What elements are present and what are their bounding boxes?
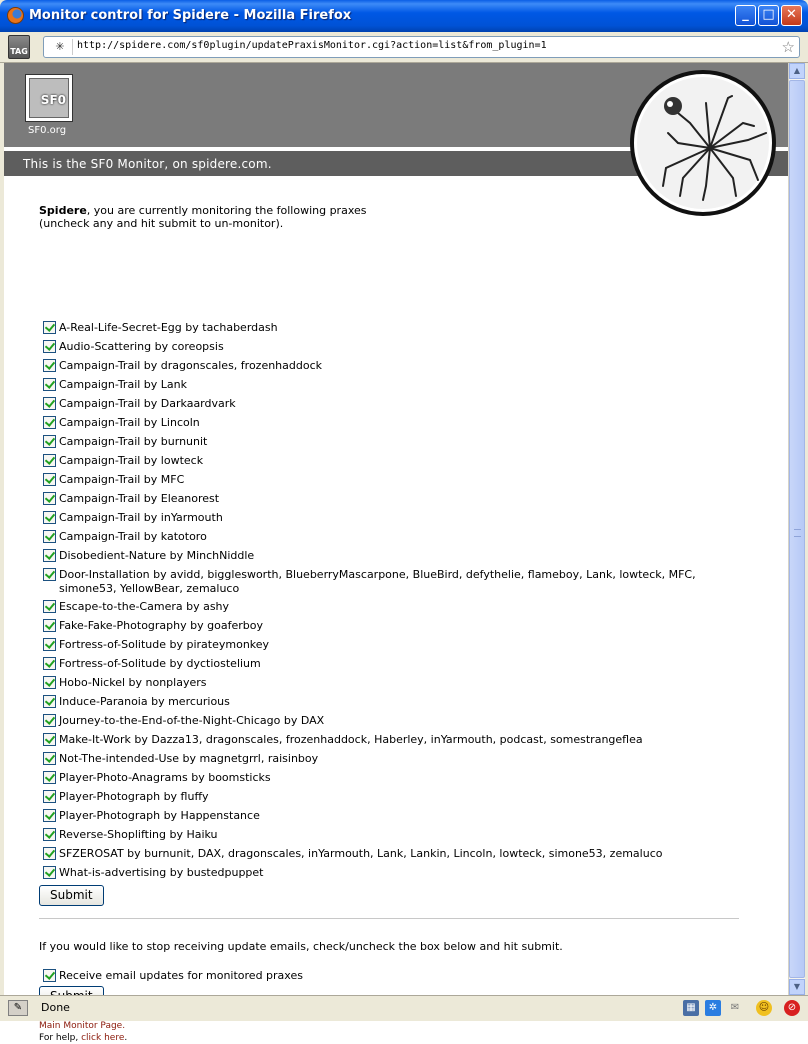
username: Spidere [39,204,87,217]
praxis-label: Fake-Fake-Photography by goaferboy [59,619,263,632]
status-text: Done [41,1001,70,1014]
praxis-checkbox[interactable] [43,416,56,429]
praxis-checkbox[interactable] [43,619,56,632]
email-updates-checkbox[interactable] [43,969,56,982]
minimize-button[interactable]: _ [735,5,756,26]
page-footer [39,1020,127,1044]
mail-icon[interactable]: ✉ [730,1002,740,1013]
praxis-checkbox[interactable] [43,828,56,841]
url-text[interactable]: http://spidere.com/sf0plugin/updatePraxisMonitor.cgi?action=list&from_plugin=1 [77,40,547,51]
address-bar[interactable] [43,36,800,58]
praxis-checkbox[interactable] [43,695,56,708]
praxis-checkbox[interactable] [43,549,56,562]
praxis-checkbox[interactable] [43,435,56,448]
praxis-checkbox[interactable] [43,790,56,803]
praxis-label: Disobedient-Nature by MinchNiddle [59,549,255,562]
praxis-label: Campaign-Trail by Darkaardvark [59,397,236,410]
praxis-checkbox[interactable] [43,676,56,689]
praxis-label: Make-It-Work by Dazza13, dragonscales, frozenhaddock, Haberley, inYarmouth, podcast, somestrangeflea [59,733,643,746]
main-monitor-link[interactable]: Main Monitor Page. [39,1021,126,1031]
praxis-checkbox[interactable] [43,866,56,879]
praxis-label: Door-Installation by avidd, bigglesworth, BlueberryMascarpone, BlueBird, defythelie, flameboy, Lank, lowteck, MFC, simone53, YellowBear, zemaluco [59,568,696,595]
status-tray-icon-2[interactable]: ✲ [705,1000,721,1016]
close-button[interactable]: ✕ [781,5,802,26]
praxis-label: Campaign-Trail by MFC [59,473,185,486]
praxis-checkbox[interactable] [43,771,56,784]
navigation-toolbar [0,32,808,63]
status-tray-icon-1[interactable]: ▦ [683,1000,699,1016]
praxis-checkbox[interactable] [43,378,56,391]
praxis-checkbox[interactable] [43,340,56,353]
praxis-checkbox[interactable] [43,397,56,410]
praxis-label: Campaign-Trail by Eleanorest [59,492,220,505]
bookmark-star-icon[interactable]: ☆ [781,38,795,56]
email-updates-label: Receive email updates for monitored praxes [59,969,303,982]
intro-line1: , you are currently monitoring the following praxes [86,204,367,217]
help-suffix: . [124,1033,128,1043]
praxis-checkbox[interactable] [43,733,56,746]
scroll-up-icon[interactable]: ▲ [789,63,805,79]
praxis-checkbox[interactable] [43,321,56,334]
praxis-label: Induce-Paranoia by mercurious [59,695,230,708]
status-page-icon: ✎ [8,1000,28,1016]
praxis-checkbox[interactable] [43,809,56,822]
praxis-label: Escape-to-the-Camera by ashy [59,600,230,613]
praxis-checkbox[interactable] [43,530,56,543]
praxis-label: Journey-to-the-End-of-the-Night-Chicago by DAX [59,714,325,727]
vertical-scrollbar[interactable] [788,63,805,995]
tag-button[interactable]: TAG [8,35,30,59]
praxis-label: Hobo-Nickel by nonplayers [59,676,207,689]
praxis-label: SFZEROSAT by burnunit, DAX, dragonscales, inYarmouth, Lank, Lankin, Lincoln, lowteck, simone53, zemaluco [59,847,663,860]
status-bar [0,995,808,1021]
praxis-checkbox[interactable] [43,359,56,372]
praxis-label: Audio-Scattering by coreopsis [59,340,224,353]
submit-praxes-button[interactable]: Submit [39,885,104,906]
intro-text [39,204,367,230]
praxis-checkbox[interactable] [43,657,56,670]
title-bar [0,0,808,32]
scroll-down-icon[interactable]: ▼ [789,979,805,995]
section-divider [39,918,739,919]
praxis-checkbox[interactable] [43,638,56,651]
praxis-checkbox[interactable] [43,600,56,613]
praxis-label: Campaign-Trail by lowteck [59,454,204,467]
praxis-checkbox[interactable] [43,454,56,467]
block-icon[interactable]: ⊘ [784,1000,800,1016]
sf0-logo-text: SF0 [29,78,69,118]
email-instructions: If you would like to stop receiving update emails, check/uncheck the box below and hit submit. [39,940,563,953]
praxis-label: A-Real-Life-Secret-Egg by tachaberdash [59,321,278,334]
maximize-button[interactable]: □ [758,5,779,26]
praxis-checkbox[interactable] [43,847,56,860]
praxis-checkbox[interactable] [43,492,56,505]
intro-line2: (uncheck any and hit submit to un-monitor). [39,217,284,230]
praxis-label: Campaign-Trail by burnunit [59,435,208,448]
smiley-icon[interactable]: ☺ [756,1000,772,1016]
praxis-label: Campaign-Trail by Lank [59,378,188,391]
praxis-label: Fortress-of-Solitude by pirateymonkey [59,638,270,651]
praxis-label: Fortress-of-Solitude by dyctiostelium [59,657,261,670]
praxis-label: Not-The-intended-Use by magnetgrrl, raisinboy [59,752,319,765]
help-prefix: For help, [39,1033,82,1043]
scroll-thumb[interactable] [789,80,805,978]
sf0-logo-label[interactable]: SF0.org [28,125,67,136]
praxis-checkbox[interactable] [43,511,56,524]
scroll-grip-icon [794,529,801,537]
praxis-checkbox[interactable] [43,568,56,581]
window-title: Monitor control for Spidere - Mozilla Firefox [29,8,352,23]
praxis-label: Player-Photograph by fluffy [59,790,209,803]
site-favicon-icon: ✳ [48,39,73,55]
praxis-label: Reverse-Shoplifting by Haiku [59,828,218,841]
praxis-checkbox[interactable] [43,714,56,727]
firefox-logo-icon [7,7,24,24]
praxis-checkbox[interactable] [43,473,56,486]
praxis-label: What-is-advertising by bustedpuppet [59,866,264,879]
sf0-logo[interactable] [25,74,73,122]
praxis-label: Campaign-Trail by katotoro [59,530,207,543]
help-link[interactable]: click here [81,1033,125,1043]
praxis-checkbox[interactable] [43,752,56,765]
praxis-label: Campaign-Trail by dragonscales, frozenhaddock [59,359,323,372]
praxis-label: Player-Photograph by Happenstance [59,809,260,822]
site-tagline: This is the SF0 Monitor, on spidere.com. [23,157,272,171]
spider-logo-icon [628,68,778,218]
praxis-label: Campaign-Trail by Lincoln [59,416,200,429]
praxis-label: Campaign-Trail by inYarmouth [59,511,223,524]
praxis-label: Player-Photo-Anagrams by boomsticks [59,771,271,784]
